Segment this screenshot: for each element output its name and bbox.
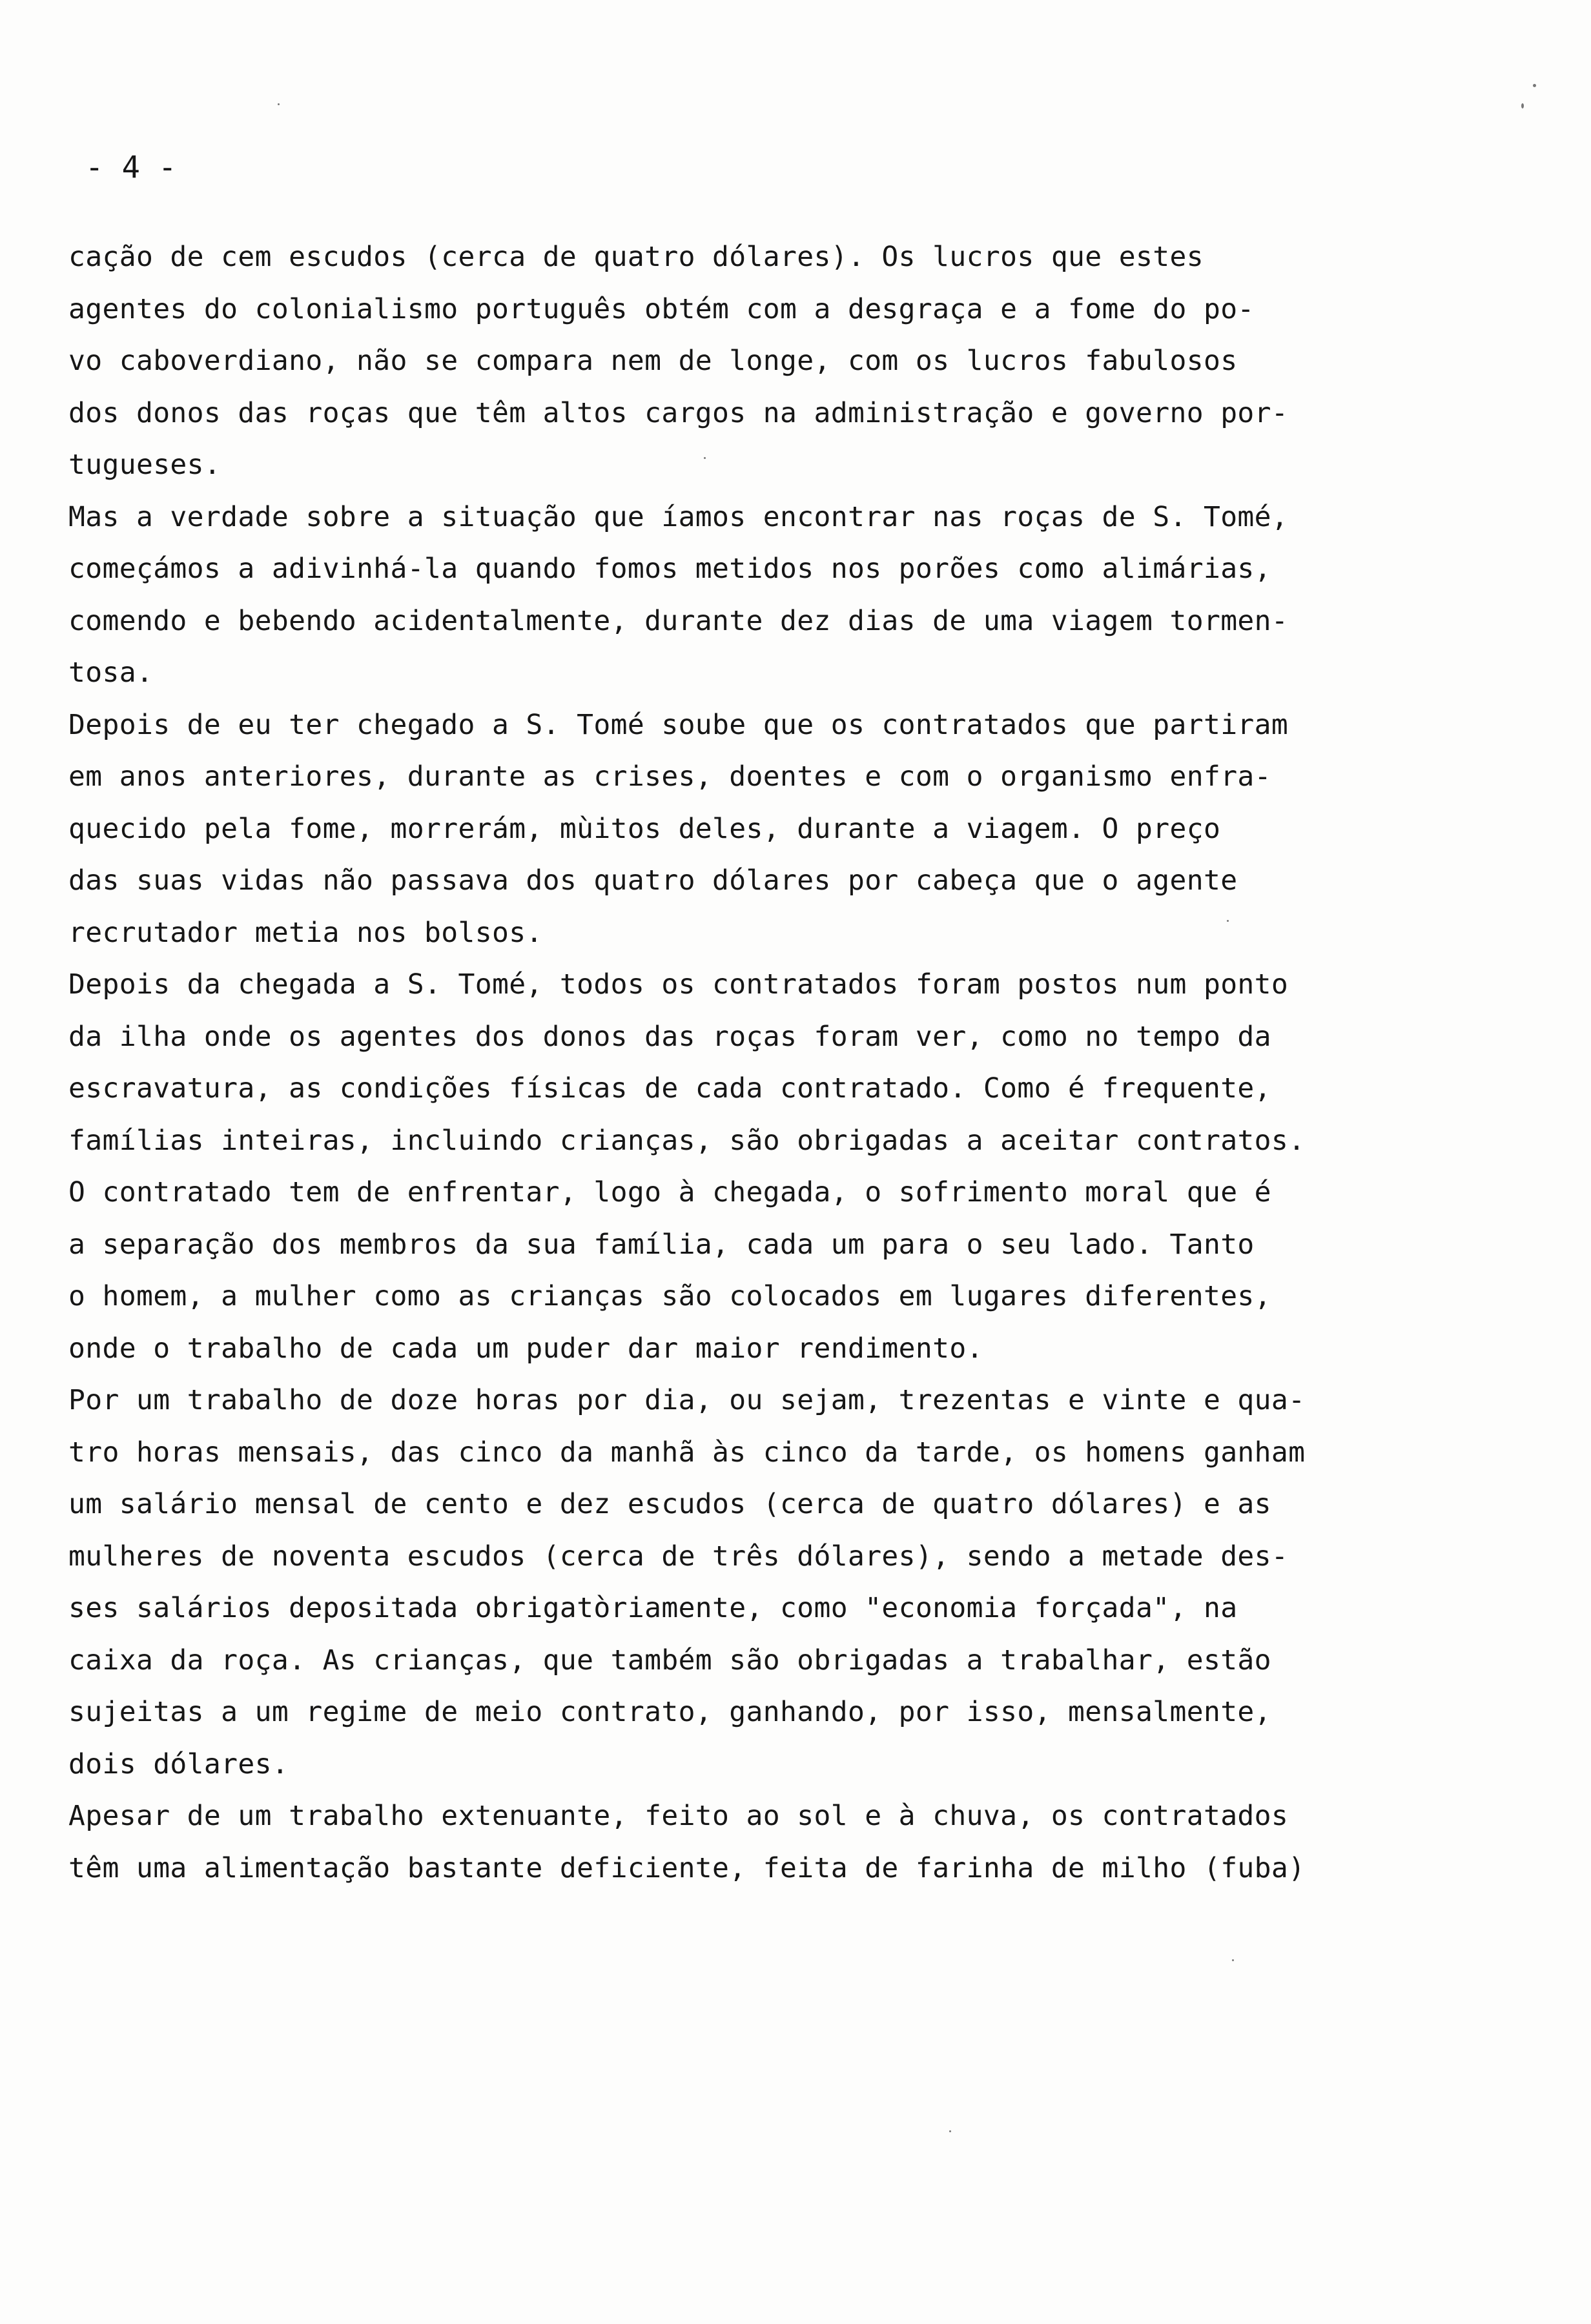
- text-line: recrutador metia nos bolsos.: [68, 916, 543, 949]
- scan-speck: [949, 2130, 951, 2132]
- text-line: a separação dos membros da sua família, cada um para o seu lado. Tanto: [68, 1228, 1255, 1261]
- page-number: - 4 -: [85, 150, 177, 185]
- scan-speck: [1533, 84, 1536, 87]
- text-line: cação de cem escudos (cerca de quatro dólares). Os lucros que estes: [68, 241, 1204, 273]
- text-line: Apesar de um trabalho extenuante, feito ao sol e à chuva, os contratados: [68, 1800, 1289, 1832]
- text-line: dois dólares.: [68, 1748, 289, 1780]
- text-line: ses salários depositada obrigatòriamente, como "economia forçada", na: [68, 1592, 1238, 1624]
- body-text: [68, 231, 1554, 1894]
- text-line: das suas vidas não passava dos quatro dólares por cabeça que o agente: [68, 864, 1238, 897]
- text-line: Por um trabalho de doze horas por dia, ou sejam, trezentas e vinte e qua-: [68, 1384, 1306, 1416]
- scan-speck: [1227, 920, 1229, 922]
- text-line: vo caboverdiano, não se compara nem de longe, com os lucros fabulosos: [68, 345, 1238, 377]
- text-line: o homem, a mulher como as crianças são colocados em lugares diferentes,: [68, 1280, 1271, 1312]
- text-line: caixa da roça. As crianças, que também são obrigadas a trabalhar, estão: [68, 1644, 1271, 1677]
- text-line: tugueses.: [68, 449, 221, 481]
- text-line: tro horas mensais, das cinco da manhã às cinco da tarde, os homens ganham: [68, 1436, 1306, 1469]
- text-line: onde o trabalho de cada um puder dar maior rendimento.: [68, 1332, 983, 1365]
- text-line: começámos a adivinhá-la quando fomos metidos nos porões como alimárias,: [68, 553, 1271, 585]
- text-line: famílias inteiras, incluindo crianças, são obrigadas a aceitar contratos.: [68, 1124, 1306, 1157]
- text-line: escravatura, as condições físicas de cada contratado. Como é frequente,: [68, 1072, 1271, 1105]
- text-line: da ilha onde os agentes dos donos das roças foram ver, como no tempo da: [68, 1020, 1271, 1053]
- text-line: em anos anteriores, durante as crises, doentes e com o organismo enfra-: [68, 760, 1271, 793]
- text-line: O contratado tem de enfrentar, logo à chegada, o sofrimento moral que é: [68, 1176, 1271, 1208]
- text-line: tosa.: [68, 657, 154, 689]
- scan-speck: [278, 103, 280, 105]
- text-line: têm uma alimentação bastante deficiente, feita de farinha de milho (fuba): [68, 1851, 1306, 1884]
- text-line: sujeitas a um regime de meio contrato, ganhando, por isso, mensalmente,: [68, 1696, 1271, 1728]
- text-line: agentes do colonialismo português obtém com a desgraça e a fome do po-: [68, 292, 1255, 325]
- text-line: Depois de eu ter chegado a S. Tomé soube que os contratados que partiram: [68, 708, 1289, 741]
- text-line: Depois da chegada a S. Tomé, todos os contratados foram postos num ponto: [68, 968, 1289, 1001]
- text-line: Mas a verdade sobre a situação que íamos encontrar nas roças de S. Tomé,: [68, 500, 1289, 533]
- scan-speck: [704, 457, 706, 459]
- scan-speck: [1232, 1959, 1234, 1961]
- text-line: dos donos das roças que têm altos cargos na administração e governo por-: [68, 396, 1289, 429]
- text-line: um salário mensal de cento e dez escudos (cerca de quatro dólares) e as: [68, 1488, 1271, 1520]
- scan-speck: [1521, 103, 1524, 108]
- text-line: comendo e bebendo acidentalmente, durante dez dias de uma viagem tormen-: [68, 604, 1289, 637]
- text-line: quecido pela fome, morrerám, mùitos deles, durante a viagem. O preço: [68, 812, 1221, 845]
- text-line: mulheres de noventa escudos (cerca de três dólares), sendo a metade des-: [68, 1540, 1289, 1573]
